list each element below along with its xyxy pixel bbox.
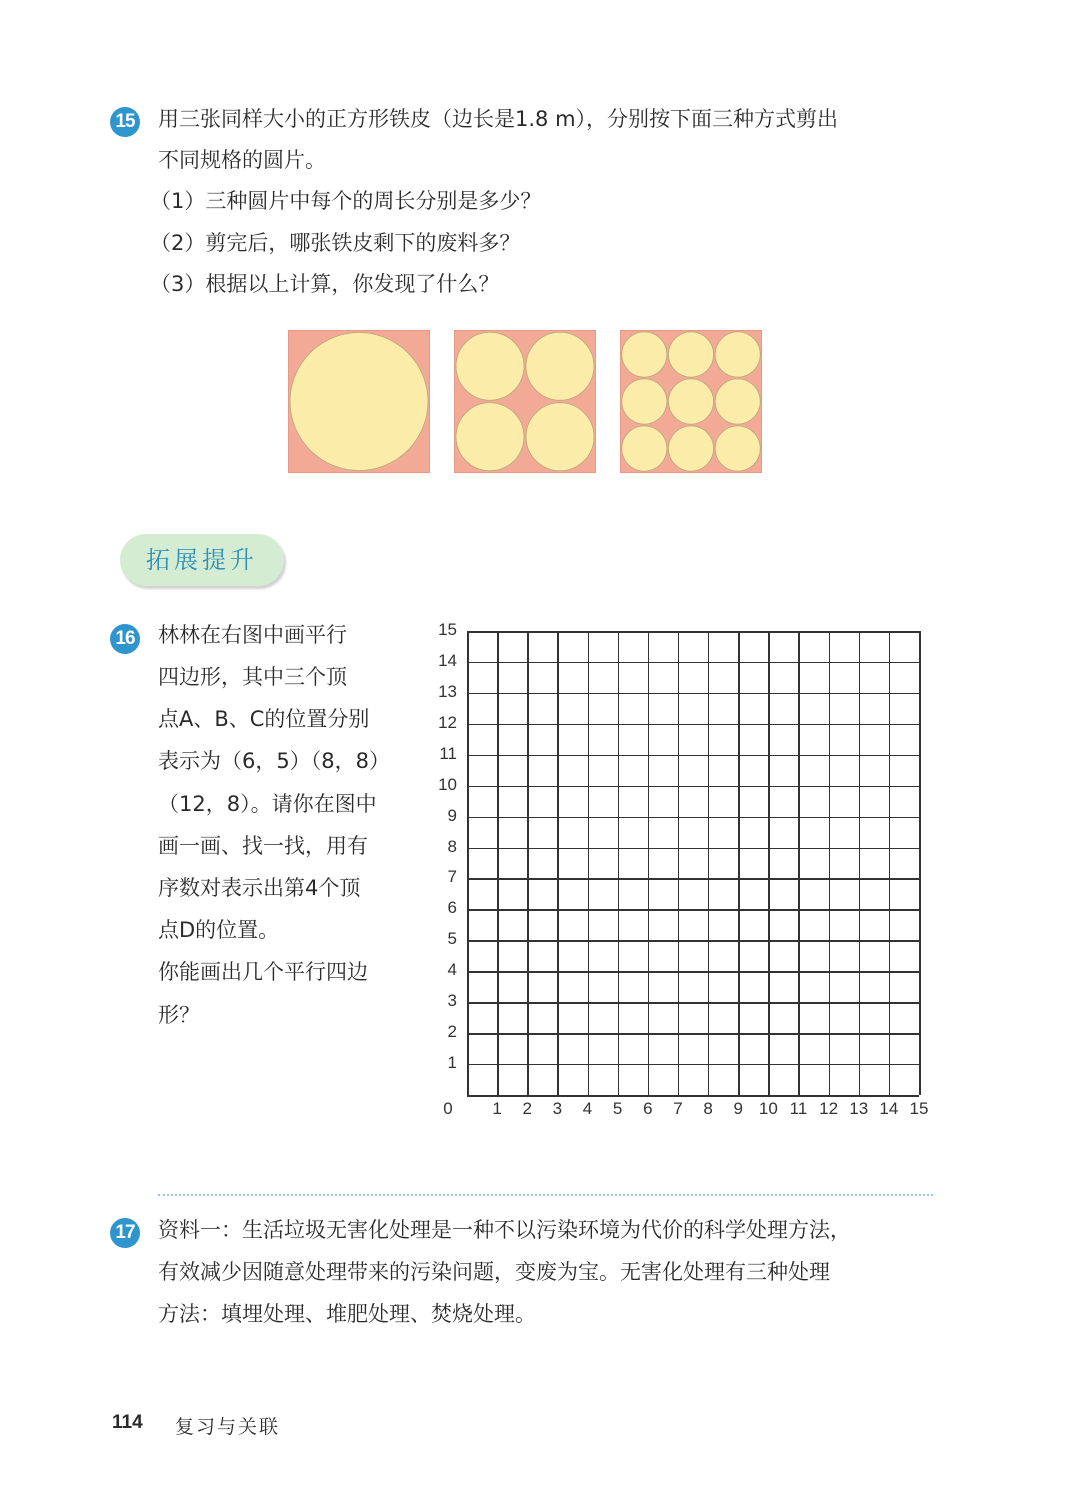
y-axis-label: 8 (447, 836, 457, 856)
question-16-line: 点D的位置。 (158, 918, 280, 942)
y-axis-label: 4 (447, 960, 457, 980)
grid-line-horizontal (467, 940, 919, 941)
origin-label: 0 (443, 1099, 453, 1118)
grid-line-vertical (527, 631, 528, 1095)
section-title: 拓展提升 (146, 546, 258, 574)
grid-line-horizontal (467, 724, 919, 725)
question-16-line: （12，8）。请你在图中 (158, 792, 377, 816)
grid-line-vertical (768, 631, 769, 1095)
question-16-line: 林林在右图中画平行 (158, 623, 347, 647)
grid-line-vertical (588, 631, 589, 1095)
y-axis-label: 9 (447, 805, 457, 825)
y-axis-label: 5 (447, 929, 457, 949)
question-17-text-line2: 有效减少因随意处理带来的污染问题，变废为宝。无害化处理有三种处理 (158, 1260, 830, 1284)
y-axis-label: 7 (447, 867, 457, 887)
question-15-sub3: （3）根据以上计算，你发现了什么？ (150, 272, 500, 296)
grid-line-horizontal (467, 662, 919, 663)
grid-line-vertical (889, 631, 890, 1095)
y-axis-label: 6 (447, 898, 457, 918)
y-axis-label: 11 (439, 743, 457, 763)
question-17-text-line3: 方法：填埋处理、堆肥处理、焚烧处理。 (158, 1302, 536, 1326)
question-16-line: 四边形，其中三个顶 (158, 665, 347, 689)
y-axis-label: 3 (447, 991, 457, 1011)
x-axis-label: 12 (819, 1099, 839, 1118)
grid-line-vertical (557, 631, 558, 1095)
grid-line-horizontal (467, 1033, 919, 1034)
chapter-title: 复习与关联 (175, 1416, 281, 1438)
y-axis-label: 1 (447, 1053, 457, 1073)
x-axis-label: 13 (849, 1099, 869, 1118)
question-16-line: 点A、B、C的位置分别 (158, 707, 370, 731)
x-axis-label: 5 (612, 1099, 623, 1118)
grid-line-horizontal (467, 817, 919, 818)
question-15-badge: 15 (110, 107, 140, 137)
x-axis-label: 14 (879, 1099, 899, 1118)
y-axis-label: 10 (438, 774, 457, 794)
section-title-pill (120, 534, 284, 586)
sheet-four-circles (454, 330, 596, 473)
question-15-text-line1: 用三张同样大小的正方形铁皮（边长是1.8 m），分别按下面三种方式剪出 (158, 107, 839, 131)
grid-line-horizontal (467, 755, 919, 756)
grid-line-vertical (798, 631, 799, 1095)
grid-line-horizontal (467, 786, 919, 787)
question-15-sub1: （1）三种圆片中每个的周长分别是多少？ (150, 189, 542, 213)
question-16-badge: 16 (110, 624, 140, 654)
x-axis-label: 11 (789, 1099, 808, 1118)
grid-line-vertical (859, 631, 860, 1095)
x-axis-label: 9 (733, 1099, 743, 1118)
y-axis-label: 12 (438, 712, 457, 732)
grid-line-vertical (497, 631, 498, 1095)
grid-line-vertical (738, 631, 739, 1095)
x-axis-label: 15 (909, 1099, 929, 1118)
question-15-text-line2: 不同规格的圆片。 (158, 148, 326, 172)
grid-line-vertical (467, 631, 469, 1095)
grid-line-vertical (708, 631, 709, 1095)
grid-line-vertical (678, 631, 679, 1095)
grid-line-horizontal (467, 1095, 919, 1097)
x-axis-label: 8 (703, 1099, 713, 1118)
grid-line-horizontal (467, 1002, 919, 1003)
question-16-line: 画一画、找一找，用有 (158, 834, 368, 858)
grid-line-horizontal (467, 878, 919, 879)
y-axis-label: 2 (447, 1022, 457, 1042)
grid-line-vertical (829, 631, 830, 1095)
dotted-divider (158, 1194, 933, 1196)
x-axis-label: 4 (582, 1099, 593, 1118)
grid-line-horizontal (467, 848, 919, 849)
question-17-badge: 17 (110, 1218, 140, 1248)
grid-line-vertical (919, 631, 921, 1095)
x-axis-label: 1 (492, 1099, 502, 1118)
grid-line-horizontal (467, 909, 919, 910)
question-16-line: 序数对表示出第4个顶 (158, 876, 361, 900)
y-axis-label: 14 (438, 650, 457, 670)
sheet-one-circle (288, 330, 430, 473)
grid-line-horizontal (467, 1064, 919, 1065)
y-axis-label: 15 (438, 620, 457, 639)
grid-line-horizontal (467, 693, 919, 694)
question-16-line: 形？ (158, 1003, 200, 1027)
question-17-text-line1: 资料一：生活垃圾无害化处理是一种不以污染环境为代价的科学处理方法， (158, 1218, 851, 1242)
sheet-nine-circles (620, 330, 762, 473)
page-number: 114 (112, 1412, 143, 1433)
question-15-sub2: （2）剪完后，哪张铁皮剩下的废料多？ (150, 231, 521, 255)
grid-line-vertical (648, 631, 649, 1095)
question-16-line: 表示为（6，5）（8，8） (158, 749, 390, 773)
x-axis-label: 3 (552, 1099, 563, 1118)
x-axis-label: 2 (522, 1099, 532, 1118)
x-axis-label: 10 (758, 1099, 778, 1118)
y-axis-label: 13 (438, 681, 457, 701)
x-axis-label: 6 (643, 1099, 653, 1118)
grid-line-horizontal (467, 631, 919, 633)
x-axis-label: 7 (673, 1099, 683, 1118)
question-16-line: 你能画出几个平行四边 (158, 960, 368, 984)
grid-line-vertical (618, 631, 619, 1095)
grid-line-horizontal (467, 971, 919, 972)
